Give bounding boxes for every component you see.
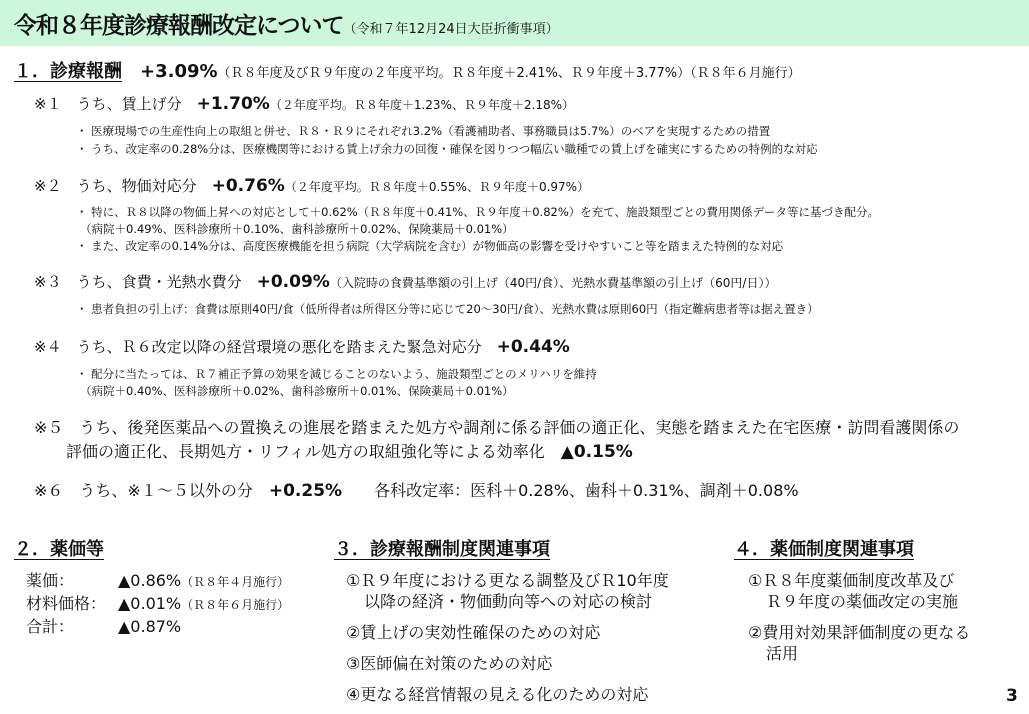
item-4: ※４ うち、Ｒ６改定以降の経営環境の悪化を踏まえた緊急対応分 +0.44% bbox=[34, 337, 570, 357]
section-1-value: +3.09% bbox=[140, 61, 218, 82]
item-4-bullet: （病院＋0.40%、医科診療所＋0.02%、歯科診療所＋0.01%、保険薬局＋0.01%） bbox=[80, 384, 514, 398]
item-2-bullet: （病院＋0.49%、医科診療所＋0.10%、歯科診療所＋0.02%、保険薬局＋0.01%） bbox=[80, 222, 514, 236]
section-4-heading: ４．薬価制度関連事項 bbox=[734, 539, 914, 560]
section-3-item: ①Ｒ９年度における更なる調整及びＲ10年度 bbox=[346, 571, 669, 590]
section-1-note: （Ｒ８年度及びＲ９年度の２年度平均。Ｒ８年度＋2.41%、Ｒ９年度＋3.77%）（Ｒ８年６月施行） bbox=[217, 66, 801, 81]
page-title bbox=[14, 7, 559, 40]
item-2: ※２ うち、物価対応分 +0.76%（２年度平均。Ｒ８年度＋0.55%、Ｒ９年度＋0.97%） bbox=[34, 176, 590, 196]
section-3-item: ④更なる経営情報の見える化のための対応 bbox=[346, 685, 649, 704]
section-3-item: ③医師偏在対策のための対応 bbox=[346, 654, 553, 673]
item-1-bullet: ・ 医療現場での生産性向上の取組と併せ、Ｒ８・Ｒ９にそれぞれ3.2%（看護補助者、事務職員は5.7%）のベアを実現するための措置 bbox=[76, 124, 771, 138]
item-3-bullet: ・ 患者負担の引上げ：食費は原則40円/食（低所得者は所得区分等に応じて20～30円/食）、光熱水費は原則60円（指定難病患者等は据え置き） bbox=[76, 302, 819, 316]
item-1-bullet: ・ うち、改定率の0.28%分は、医療機関等における賃上げ余力の回復・確保を図りつつ幅広い職種での賃上げを確実にするための特例的な対応 bbox=[76, 142, 818, 156]
item-1: ※１ うち、賃上げ分 +1.70%（２年度平均。Ｒ８年度＋1.23%、Ｒ９年度＋2.18%） bbox=[34, 94, 575, 114]
section-3-heading: ３．診療報酬制度関連事項 bbox=[334, 539, 550, 560]
section-3-item: 以降の経済・物価動向等への対応の検討 bbox=[364, 592, 653, 611]
section-3-item: ②賃上げの実効性確保のための対応 bbox=[346, 623, 601, 642]
section-1-heading bbox=[14, 57, 801, 83]
section-4-item: Ｒ９年度の薬価改定の実施 bbox=[766, 592, 959, 611]
section-4-item: ①Ｒ８年度薬価制度改革及び bbox=[748, 571, 955, 590]
item-2-bullet: ・ また、改定率の0.14%分は、高度医療機能を担う病院（大学病院を含む）が物価高の影響を受けやすいこと等を踏まえた特例的な対応 bbox=[76, 239, 784, 253]
item-5-line2: 評価の適正化、長期処方・リフィル処方の取組強化等による効率化 ▲0.15% bbox=[66, 442, 633, 462]
page-number: 3 bbox=[1006, 686, 1018, 706]
title-main: 令和８年度診療報酬改定について bbox=[14, 13, 344, 39]
section-2-body: 薬価： ▲0.86%（Ｒ８年４月施行） 材料価格： ▲0.01%（Ｒ８年６月施行） 合計： ▲0.87% bbox=[26, 571, 290, 636]
item-6: ※６ うち、※１～５以外の分 +0.25% 各科改定率：医科＋0.28%、歯科＋0.31%、調剤＋0.08% bbox=[34, 481, 799, 501]
section-4-item: 活用 bbox=[766, 644, 799, 663]
section-4-item: ②費用対効果評価制度の更なる bbox=[748, 623, 971, 642]
title-sub: （令和７年12月24日大臣折衝事項） bbox=[343, 22, 559, 37]
item-3: ※３ うち、食費・光熱水費分 +0.09%（入院時の食費基準額の引上げ（40円/食）、光熱水費基準額の引上げ（60円/日）） bbox=[34, 272, 777, 292]
section-1-title: １．診療報酬 bbox=[14, 61, 122, 82]
item-4-bullet: ・ 配分に当たっては、Ｒ７補正予算の効果を減じることのないよう、施設類型ごとのメリハリを維持 bbox=[76, 367, 597, 381]
section-2-heading: ２．薬価等 bbox=[14, 539, 104, 560]
item-5-line1: ※５ うち、後発医薬品への置換えの進展を踏まえた処方や調剤に係る評価の適正化、実態を踏まえた在宅医療・訪問看護関係の bbox=[34, 418, 960, 437]
item-2-bullet: ・ 特に、Ｒ８以降の物価上昇への対応として＋0.62%（Ｒ８年度＋0.41%、Ｒ９年度＋0.82%）を充て、施設類型ごとの費用関係データ等に基づき配分。 bbox=[76, 205, 880, 219]
